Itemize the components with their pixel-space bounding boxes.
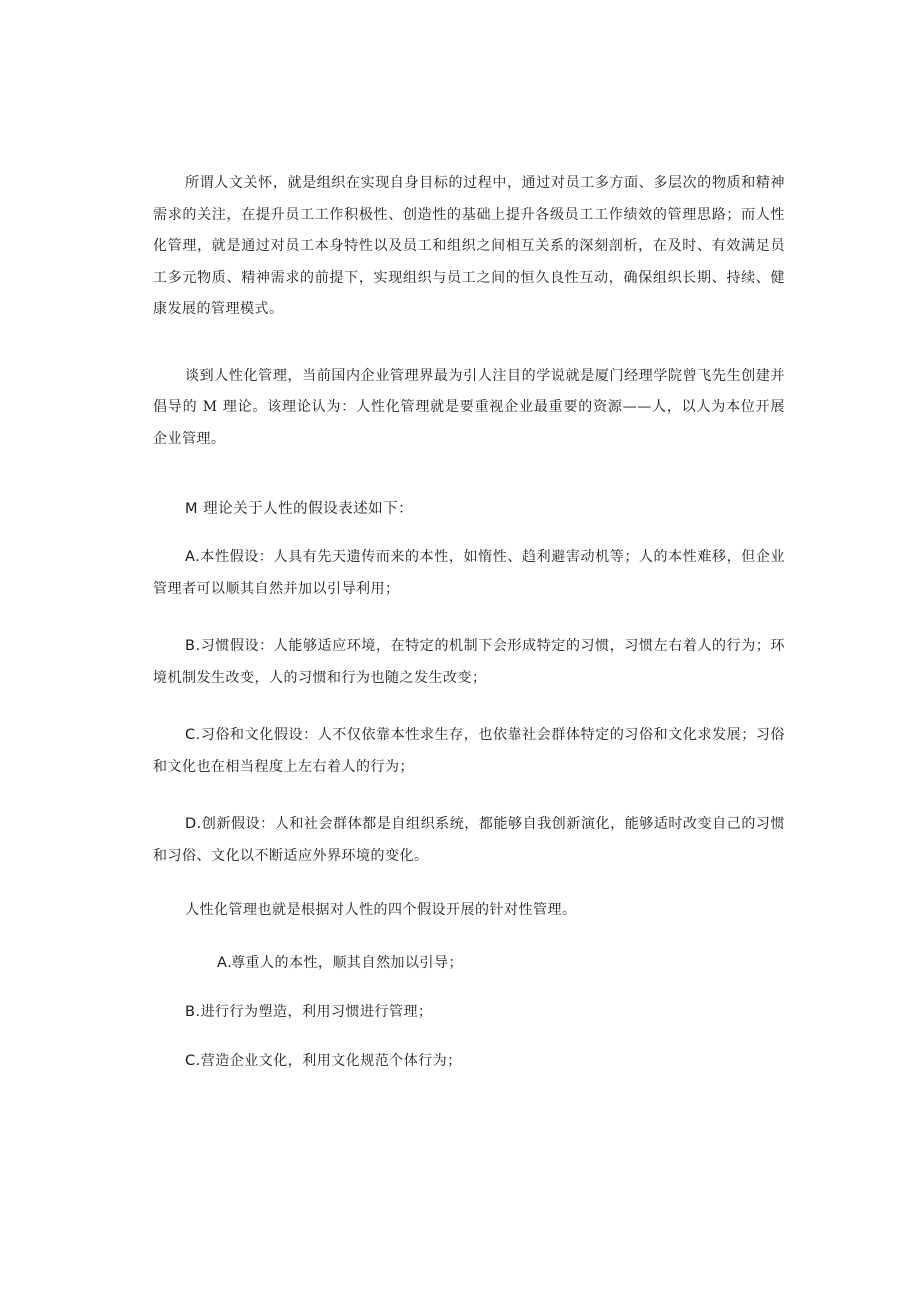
measure-text: 进行行为塑造，利用习惯进行管理； bbox=[200, 1004, 433, 1020]
hypothesis-text: 习惯假设：人能够适应环境，在特定的机制下会形成特定的习惯，习惯左右着人的行为；环境机制发生改变，人的习惯和行为也随之发生改变； bbox=[153, 638, 785, 686]
list-marker: D. bbox=[185, 816, 202, 832]
document-body bbox=[153, 168, 785, 1099]
measure-text: 尊重人的本性，顺其自然加以引导； bbox=[231, 955, 463, 971]
section-heading: M 理论关于人性的假设表述如下： bbox=[185, 501, 414, 517]
list-marker: C. bbox=[185, 1053, 201, 1069]
hypothesis-c bbox=[153, 720, 785, 783]
paragraph-m-theory-intro: 谈到人性化管理，当前国内企业管理界最为引人注目的学说就是厦门经理学院曾飞先生创建并倡导的 M 理论。该理论认为：人性化管理就是要重视企业最重要的资源——人，以人为本位开展企业管理。 bbox=[153, 367, 785, 447]
list-marker: C. bbox=[185, 727, 201, 743]
summary-sentence: 人性化管理也就是根据对人性的四个假设开展的针对性管理。 bbox=[185, 902, 577, 918]
list-marker: A. bbox=[217, 955, 233, 971]
measure-text: 营造企业文化，利用文化规范个体行为； bbox=[200, 1053, 462, 1069]
paragraph-humanistic-care: 所谓人文关怀，就是组织在实现自身目标的过程中，通过对员工多方面、多层次的物质和精神需求的关注，在提升员工工作积极性、创造性的基础上提升各级员工工作绩效的管理思路；而人性化管理，就是通过对员工本身特性以及员工和组织之间相互关系的深刻剖析，在及时、有效满足员工多元物质、精神需求的前提下，实现组织与员工之间的恒久良性互动，确保组织长期、持续、健康发展的管理模式。 bbox=[153, 175, 785, 317]
hypothesis-d bbox=[153, 809, 785, 872]
hypothesis-text: 习俗和文化假设：人不仅依靠本性求生存，也依靠社会群体特定的习俗和文化求发展；习俗和文化也在相当程度上左右着人的行为； bbox=[153, 727, 785, 775]
hypothesis-b bbox=[153, 631, 785, 694]
list-marker: B. bbox=[185, 1004, 201, 1020]
hypothesis-a bbox=[153, 542, 785, 605]
measure-b bbox=[153, 1001, 785, 1021]
list-marker: A. bbox=[185, 549, 201, 565]
measure-a bbox=[153, 952, 785, 972]
hypothesis-text: 创新假设：人和社会群体都是自组织系统，都能够自我创新演化，能够适时改变自己的习惯和习俗、文化以不断适应外界环境的变化。 bbox=[153, 816, 785, 864]
measure-c bbox=[153, 1050, 785, 1070]
hypothesis-text: 本性假设：人具有先天遗传而来的本性，如惰性、趋利避害动机等；人的本性难移，但企业管理者可以顺其自然并加以引导利用； bbox=[153, 549, 785, 597]
list-marker: B. bbox=[185, 638, 201, 654]
